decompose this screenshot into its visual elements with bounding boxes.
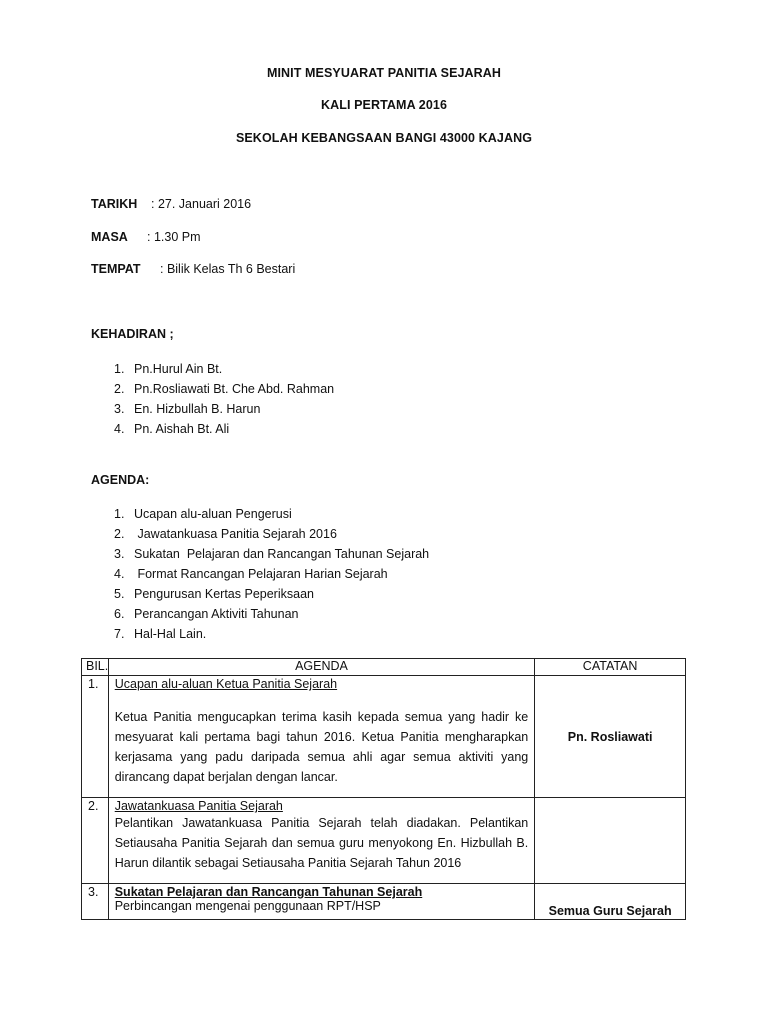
tarikh-value: : 27. Januari 2016 [151, 197, 252, 211]
list-item: 6. Perancangan Aktiviti Tahunan [114, 607, 299, 621]
table-header-row [82, 659, 686, 676]
list-item: 3. En. Hizbullah B. Harun [114, 402, 261, 416]
row-body: Perbincangan mengenai penggunaan RPT/HSP [114, 899, 381, 913]
row-title: Jawatankuasa Panitia Sejarah [114, 799, 283, 813]
row-catatan [535, 798, 686, 884]
row-catatan: Pn. Rosliawati [535, 676, 686, 798]
row-catatan: Semua Guru Sejarah [535, 884, 686, 920]
agenda-heading: AGENDA: [91, 473, 150, 487]
row-agenda [108, 884, 535, 920]
meeting-number: KALI PERTAMA 2016 [320, 98, 448, 112]
row-bil: 1. [82, 676, 109, 798]
list-item: 3. Sukatan Pelajaran dan Rancangan Tahunan Sejarah [114, 547, 430, 561]
row-title: Sukatan Pelajaran dan Rancangan Tahunan Sejarah [114, 885, 423, 899]
list-item: 7. Hal-Hal Lain. [114, 627, 207, 641]
header-catatan: CATATAN [535, 659, 686, 676]
row-agenda [108, 798, 535, 884]
row-body: Ketua Panitia mengucapkan terima kasih kepada semua yang hadir ke mesyuarat kali pertama bagi tahun 2016. Ketua Panitia mengharapkan kerjasama yang padu daripada semua ahli agar semua aktiviti yang dirancang dapat berjalan dengan lancar. [114, 710, 529, 784]
list-item: 2. Pn.Rosliawati Bt. Che Abd. Rahman [114, 382, 335, 396]
list-item: 4. Format Rancangan Pelajaran Harian Sejarah [114, 567, 388, 581]
list-item: 5. Pengurusan Kertas Peperiksaan [114, 587, 314, 601]
document-title: MINIT MESYUARAT PANITIA SEJARAH [266, 66, 502, 80]
list-item: 1. Ucapan alu-aluan Pengerusi [114, 507, 292, 521]
field-tempat [91, 262, 295, 276]
row-title: Ucapan alu-aluan Ketua Panitia Sejarah [114, 677, 338, 691]
row-agenda [108, 676, 535, 798]
tarikh-label: TARIKH [91, 197, 138, 211]
row-bil: 3. [82, 884, 109, 920]
row-body: Pelantikan Jawatankuasa Panitia Sejarah telah diadakan. Pelantikan Setiausaha Panitia Sejarah dan semua guru menyokong En. Hizbullah B. Harun dilantik sebagai Setiausaha Panitia Sejarah Tahun 2016 [114, 816, 529, 870]
tempat-value: : Bilik Kelas Th 6 Bestari [160, 262, 296, 276]
masa-label: MASA [91, 230, 128, 244]
table-row [82, 676, 686, 798]
header-agenda: AGENDA [108, 659, 535, 676]
masa-value: : 1.30 Pm [147, 230, 201, 244]
table-row [82, 884, 686, 920]
list-item: 4. Pn. Aishah Bt. Ali [114, 422, 230, 436]
list-item: 2. Jawatankuasa Panitia Sejarah 2016 [114, 527, 337, 541]
field-masa [91, 230, 201, 244]
list-item: 1. Pn.Hurul Ain Bt. [114, 362, 223, 376]
row-bil: 2. [82, 798, 109, 884]
kehadiran-list [114, 359, 334, 439]
kehadiran-heading: KEHADIRAN ; [91, 327, 174, 341]
field-tarikh [91, 197, 251, 211]
table-row [82, 798, 686, 884]
minutes-table [81, 658, 686, 920]
school-name: SEKOLAH KEBANGSAAN BANGI 43000 KAJANG [235, 131, 533, 145]
agenda-list [114, 504, 429, 644]
tempat-label: TEMPAT [91, 262, 141, 276]
header-bil: BIL. [82, 659, 109, 676]
